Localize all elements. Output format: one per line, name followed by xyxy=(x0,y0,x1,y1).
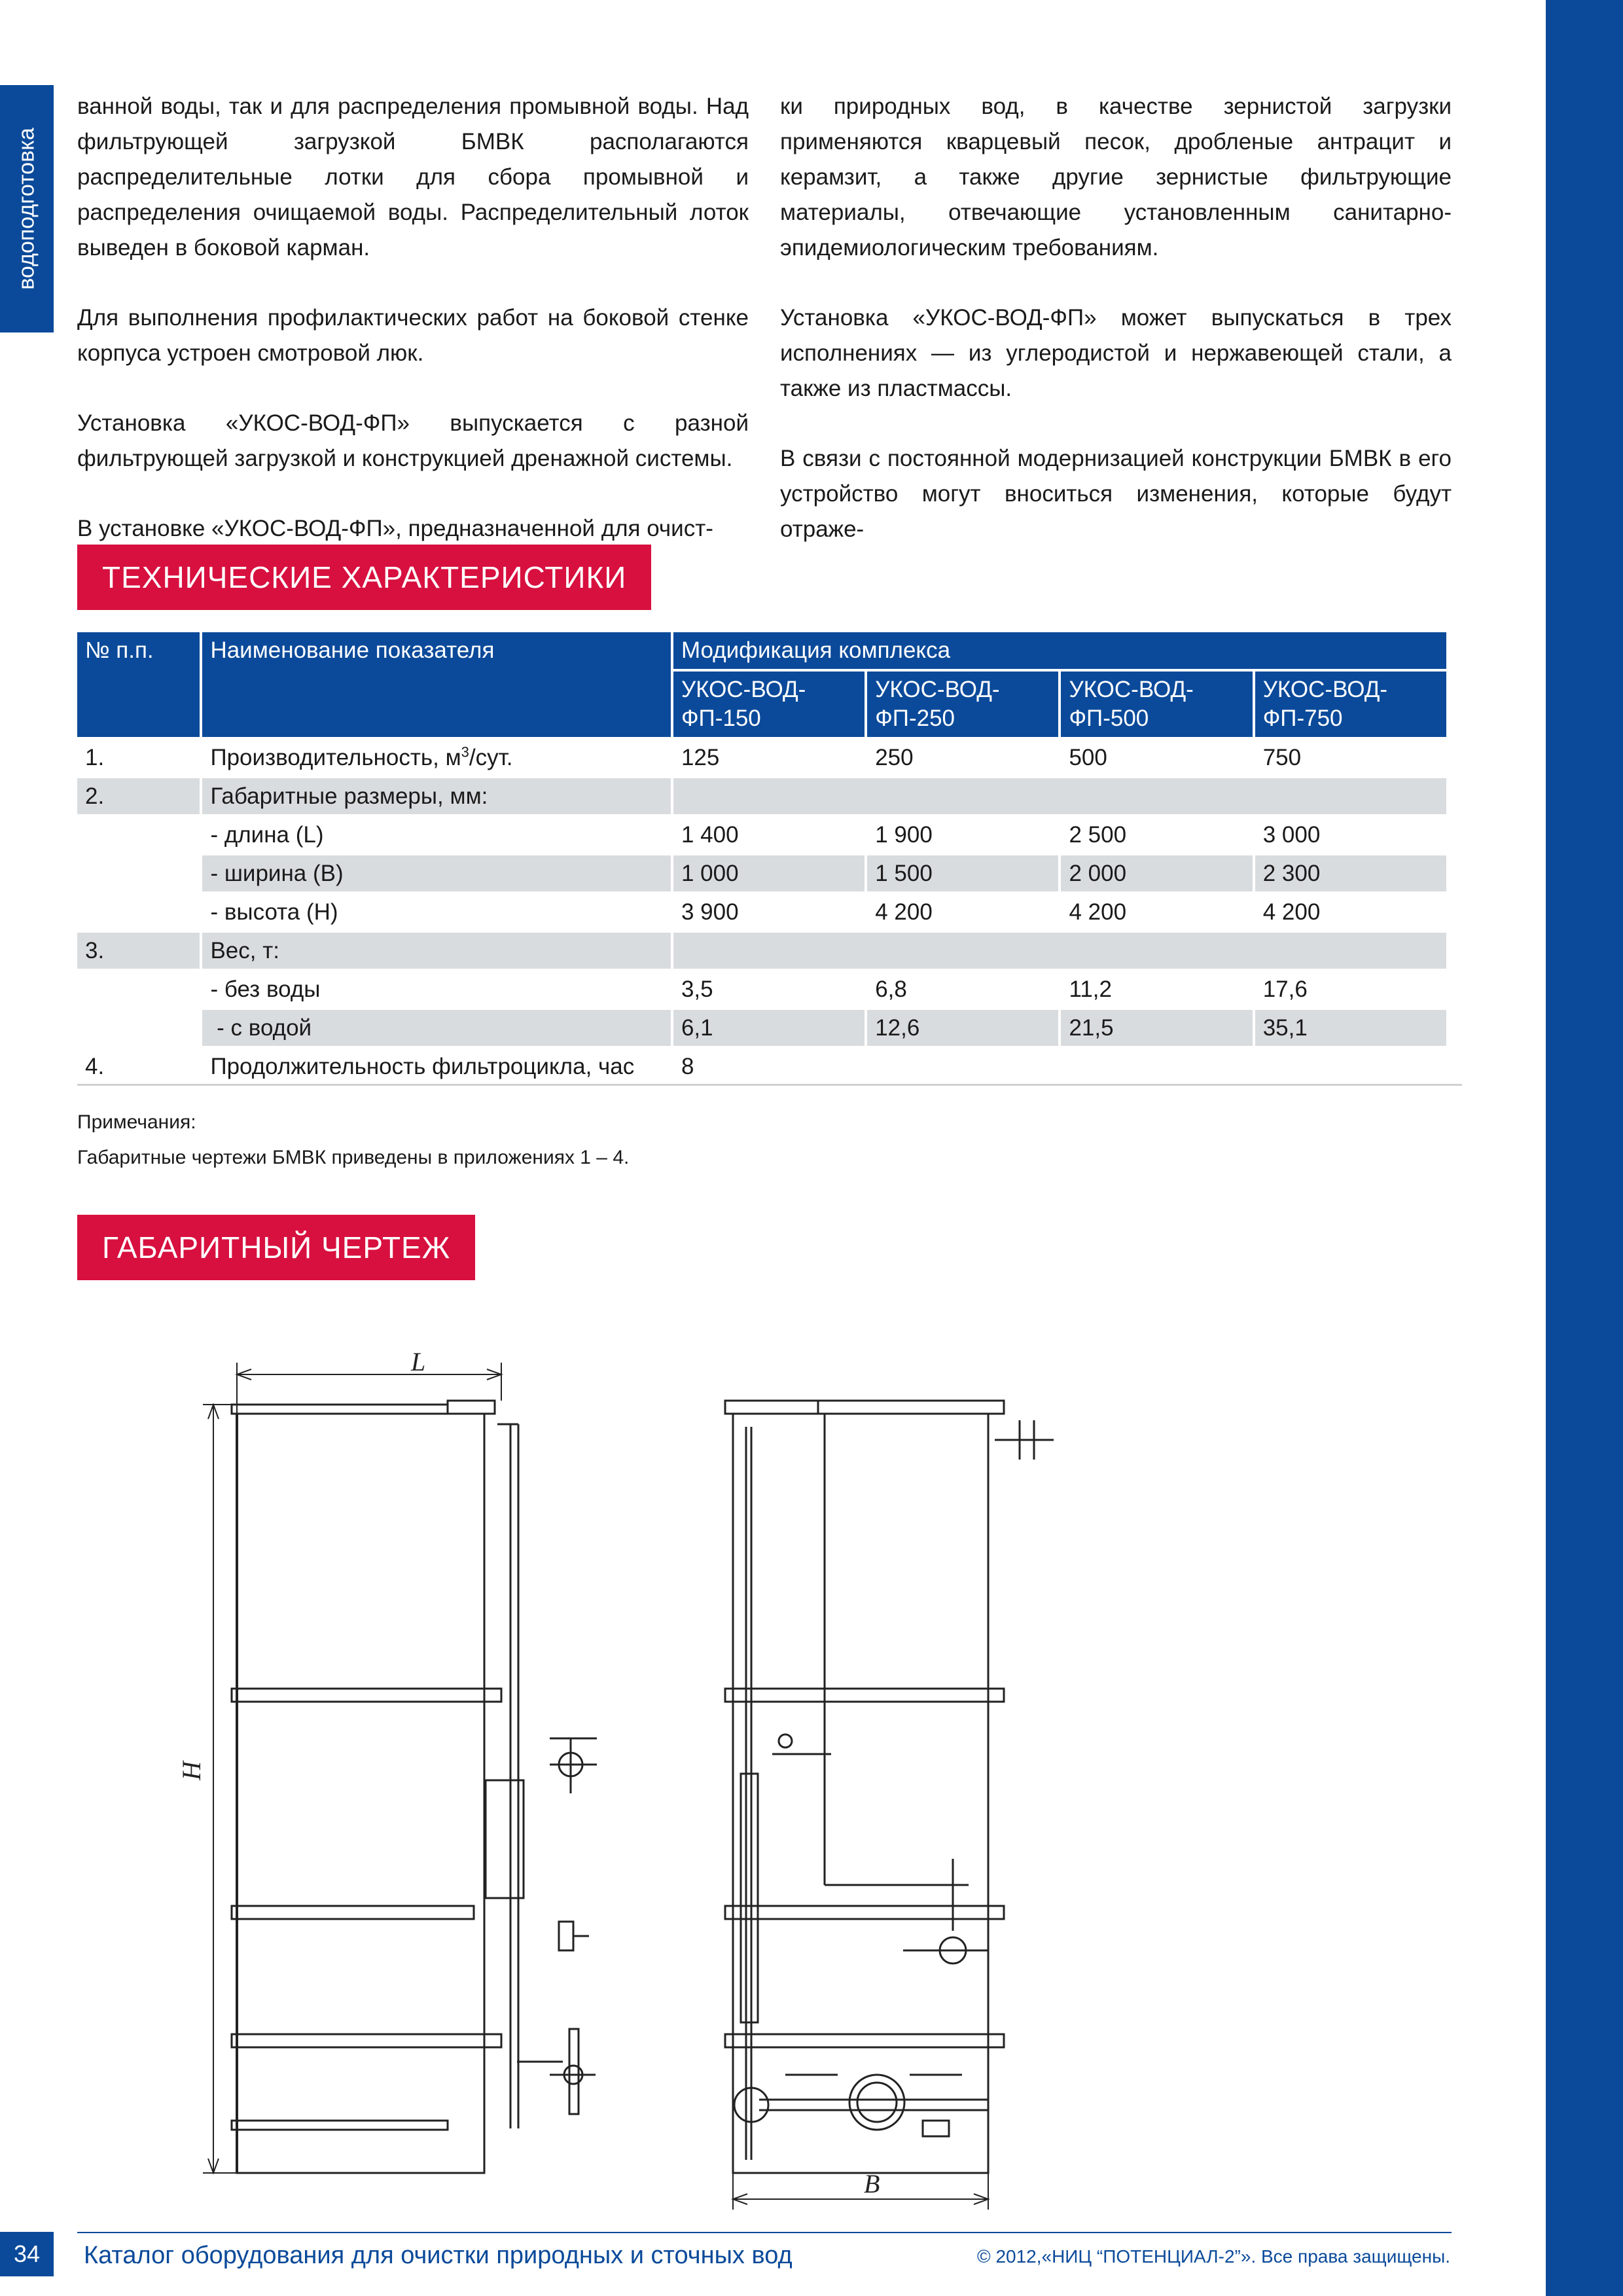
table-row xyxy=(77,894,1446,930)
table-row xyxy=(77,971,1446,1007)
row-value: 3 900 xyxy=(681,899,739,925)
table-row xyxy=(77,778,1446,814)
front-flange-2 xyxy=(232,1906,474,1919)
intro-right-column xyxy=(780,89,1452,547)
row-value: 2 500 xyxy=(1069,822,1127,848)
header-model: УКОС-ВОД- ФП-750 xyxy=(1255,672,1446,737)
row-value: 21,5 xyxy=(1061,1010,1252,1046)
row-number-empty xyxy=(77,817,200,853)
row-parameter: - длина (L) xyxy=(210,822,324,848)
header-model: УКОС-ВОД- ФП-500 xyxy=(1061,672,1252,737)
row-value: 250 xyxy=(875,745,914,770)
row-number: 3. xyxy=(77,933,200,969)
row-parameter: - высота (H) xyxy=(210,899,338,925)
side-flange-2 xyxy=(725,1906,1004,1919)
header-model: УКОС-ВОД- ФП-250 xyxy=(867,672,1058,737)
row-value-empty xyxy=(867,1049,1058,1085)
row-value: 750 xyxy=(1262,745,1302,770)
front-flange-1 xyxy=(232,1689,501,1702)
side-tab-label: водоподготовка xyxy=(14,128,39,290)
row-number: 4. xyxy=(85,1054,105,1079)
front-view-body xyxy=(237,1414,484,2173)
row-number: 2. xyxy=(77,778,200,814)
row-number: 1. xyxy=(85,745,105,770)
row-value-empty xyxy=(1255,1049,1446,1085)
dimension-label-length: L xyxy=(411,1347,426,1376)
section-side-tab xyxy=(0,85,54,332)
table-row xyxy=(77,1010,1446,1046)
row-value: 35,1 xyxy=(1255,1010,1446,1046)
row-parameter: Габаритные размеры, мм: xyxy=(202,778,671,814)
intro-paragraph: Установка «УКОС-ВОД-ФП» может выпускаться в трех исполнениях — из углеродистой и нержавеющей стали, а также из пластмассы. xyxy=(780,305,1452,401)
row-parameter: - без воды xyxy=(210,977,321,1002)
footer-copyright: © 2012,«НИЦ “ПОТЕНЦИАЛ-2”». Все права защищены. xyxy=(977,2246,1450,2267)
header-modification: Модификация комплекса xyxy=(673,632,1446,669)
row-parameter: - с водой xyxy=(202,1010,671,1046)
table-bottom-rule xyxy=(77,1084,1462,1086)
intro-left-column xyxy=(77,89,749,547)
row-value: 1 500 xyxy=(867,855,1058,891)
front-top-flange xyxy=(232,1405,448,1414)
intro-paragraph: Установка «УКОС-ВОД-ФП» выпускается с разной фильтрующей загрузкой и конструкцией дренажной системы. xyxy=(77,410,749,471)
row-value: 4 200 xyxy=(875,899,933,925)
side-top-flange xyxy=(725,1401,1004,1414)
side-flange-1 xyxy=(725,1689,1004,1702)
row-value: 12,6 xyxy=(867,1010,1058,1046)
notes-title: Примечания: xyxy=(77,1111,196,1133)
row-value: 4 200 xyxy=(1262,899,1321,925)
row-value: 500 xyxy=(1069,745,1107,770)
dimension-drawing xyxy=(177,1347,1073,2212)
table-notes xyxy=(77,1105,629,1175)
header-model: УКОС-ВОД- ФП-150 xyxy=(673,672,865,737)
table-row xyxy=(77,817,1446,853)
row-value: 1 000 xyxy=(673,855,865,891)
header-parameter: Наименование показателя xyxy=(202,632,671,737)
row-parameter: Продолжительность фильтроцикла, час xyxy=(210,1054,635,1079)
row-value: 6,8 xyxy=(875,977,907,1002)
row-value: 1 400 xyxy=(681,822,739,848)
page-number: 34 xyxy=(0,2232,54,2276)
footer-rule xyxy=(77,2232,1452,2233)
row-value-empty xyxy=(673,778,1446,814)
table-row xyxy=(77,855,1446,891)
table-row xyxy=(77,1049,1446,1085)
side-view-body xyxy=(733,1414,988,2173)
row-value-empty xyxy=(1061,1049,1252,1085)
intro-paragraph: В установке «УКОС-ВОД-ФП», предназначенной для очист- xyxy=(77,516,713,541)
row-parameter: Вес, т: xyxy=(202,933,671,969)
row-number-empty xyxy=(77,971,200,1007)
row-value: 6,1 xyxy=(673,1010,865,1046)
specs-heading: ТЕХНИЧЕСКИЕ ХАРАКТЕРИСТИКИ xyxy=(77,545,651,610)
row-number-empty xyxy=(77,1010,200,1046)
row-number-empty xyxy=(77,855,200,891)
row-parameter: - ширина (B) xyxy=(202,855,671,891)
row-value: 4 200 xyxy=(1069,899,1127,925)
row-value: 125 xyxy=(681,745,720,770)
row-value-empty xyxy=(673,933,1446,969)
footer-catalog-title: Каталог оборудования для очистки природных и сточных вод xyxy=(84,2242,793,2269)
dimension-label-width: B xyxy=(864,2169,880,2198)
specs-table xyxy=(75,630,1449,1087)
notes-text: Габаритные чертежи БМВК приведены в приложениях 1 – 4. xyxy=(77,1147,630,1168)
row-value: 3 000 xyxy=(1262,822,1321,848)
intro-paragraph: В связи с постоянной модернизацией конструкции БМВК в его устройство могут вноситься изменения, которые будут отраже- xyxy=(780,446,1452,542)
intro-paragraph: ки природных вод, в качестве зернистой загрузки применяются кварцевый песок, дробленые антрацит и керамзит, а также другие зернистые фильтрующие материалы, отвечающие установленным санитарно-эпидемиологическим требованиям. xyxy=(780,94,1452,260)
side-flange-3 xyxy=(725,2034,1004,2047)
row-value: 8 xyxy=(681,1054,694,1079)
row-value: 2 300 xyxy=(1255,855,1446,891)
row-value: 11,2 xyxy=(1069,977,1112,1002)
row-value: 1 900 xyxy=(875,822,933,848)
right-edge-bar xyxy=(1546,0,1623,2296)
front-flange-3 xyxy=(232,2034,501,2047)
row-parameter: Производительность, $м^3$/сут. xyxy=(210,744,513,770)
row-value: 3,5 xyxy=(681,977,713,1002)
dimension-label-height: H xyxy=(177,1761,206,1780)
drawing-heading: ГАБАРИТНЫЙ ЧЕРТЕЖ xyxy=(77,1215,475,1280)
intro-paragraph: Для выполнения профилактических работ на боковой стенке корпуса устроен смотровой люк. xyxy=(77,305,749,366)
row-value: 17,6 xyxy=(1262,977,1308,1002)
table-row xyxy=(77,933,1446,969)
table-row xyxy=(77,740,1446,776)
intro-paragraph: ванной воды, так и для распределения промывной воды. Над фильтрующей загрузкой БМВК располагаются распределительные лотки для сбора промывной и распределения очищаемой воды. Распределительный лоток выведен в боковой карман. xyxy=(77,94,749,260)
row-value: 2 000 xyxy=(1061,855,1252,891)
row-number-empty xyxy=(77,894,200,930)
header-number: № п.п. xyxy=(77,632,200,737)
